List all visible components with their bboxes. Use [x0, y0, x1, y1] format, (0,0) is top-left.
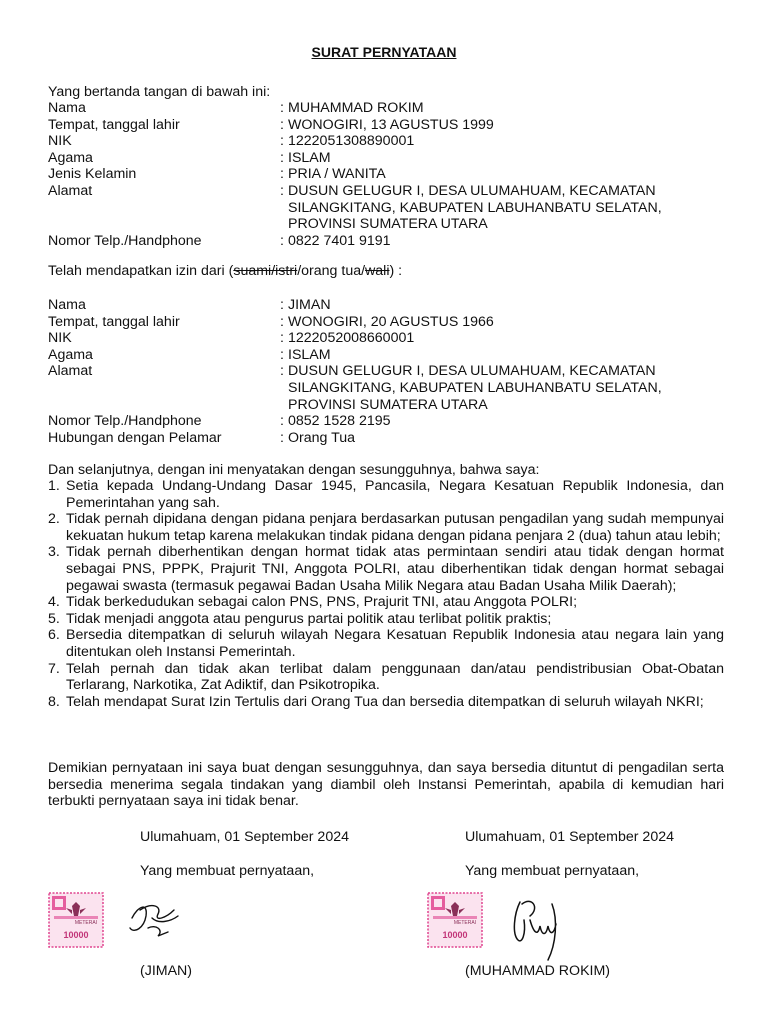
detail-label: Hubungan dengan Pelamar — [48, 429, 222, 446]
statement-item — [48, 611, 724, 628]
statement-item — [48, 627, 724, 660]
left-place-date: Ulumahuam, 01 September 2024 — [140, 829, 349, 845]
detail-row — [48, 133, 738, 150]
detail-label: Tempat, tanggal lahir — [48, 313, 180, 330]
guardian-details — [48, 297, 738, 446]
struck-option-guardian: wali — [365, 263, 390, 279]
detail-colon: : — [280, 346, 284, 363]
detail-value: PROVINSI SUMATERA UTARA — [288, 396, 488, 413]
detail-colon: : — [280, 232, 284, 249]
detail-colon: : — [280, 116, 284, 133]
left-role: Yang membuat pernyataan, — [140, 863, 315, 879]
statement-number: 2. — [48, 511, 60, 528]
detail-row — [48, 183, 738, 200]
statement-number: 5. — [48, 610, 60, 627]
detail-label — [48, 397, 280, 414]
statement-item — [48, 594, 724, 611]
detail-value: 0822 7401 9191 — [288, 232, 391, 249]
svg-text:METERAI: METERAI — [453, 920, 477, 926]
statement-list — [48, 478, 724, 710]
detail-colon: : — [280, 413, 284, 430]
detail-label: Nomor Telp./Handphone — [48, 232, 202, 249]
statement-intro: Dan selanjutnya, dengan ini menyatakan dengan sesungguhnya, bahwa saya: — [48, 462, 540, 478]
left-signatory-name: (JIMAN) — [140, 963, 193, 979]
right-role: Yang membuat pernyataan, — [465, 863, 640, 879]
detail-row — [48, 363, 738, 380]
struck-option-spouse: suami/istri — [233, 263, 298, 279]
detail-label: Alamat — [48, 182, 93, 199]
detail-row — [48, 314, 738, 331]
statement-number: 8. — [48, 693, 60, 710]
detail-colon: : — [280, 149, 284, 166]
detail-value: PRIA / WANITA — [288, 166, 386, 183]
right-stamp-duty-seal — [427, 892, 483, 948]
detail-row — [48, 233, 738, 250]
statement-number: 4. — [48, 594, 60, 611]
statement-text: Setia kepada Undang-Undang Dasar 1945, Pancasila, Negara Kesatuan Republik Indonesia, dan Pemerintahan yang sah. — [66, 478, 724, 511]
detail-colon — [280, 216, 288, 233]
statement-item — [48, 661, 724, 694]
detail-colon — [280, 200, 288, 217]
statement-text: Tidak pernah dipidana dengan pidana penjara berdasarkan putusan pengadilan yang sudah mempunyai kekuatan hukum tetap karena melakukan tindak pidana dengan pidana penjara 2 (dua) tahun atau lebih; — [66, 511, 724, 544]
detail-row — [48, 413, 738, 430]
statement-item — [48, 544, 724, 594]
detail-row — [48, 397, 738, 414]
detail-value: ISLAM — [288, 149, 331, 166]
document-title: SURAT PERNYATAAN — [311, 44, 457, 60]
statement-item — [48, 511, 724, 544]
detail-value: JIMAN — [288, 297, 331, 313]
detail-label: Alamat — [48, 363, 93, 380]
detail-row — [48, 430, 738, 447]
detail-label: Nama — [48, 100, 86, 116]
detail-row — [48, 200, 738, 217]
detail-colon: : — [280, 297, 284, 313]
detail-row — [48, 166, 738, 183]
detail-label: Tempat, tanggal lahir — [48, 116, 180, 133]
detail-colon: : — [280, 330, 284, 347]
statement-number: 1. — [48, 478, 60, 494]
left-stamp-duty-seal — [48, 892, 104, 948]
left-handwritten-signature — [118, 888, 198, 948]
statement-item — [48, 694, 724, 711]
detail-label: NIK — [48, 133, 72, 150]
detail-row — [48, 117, 738, 134]
detail-value: WONOGIRI, 13 AGUSTUS 1999 — [288, 116, 494, 133]
statement-text: Bersedia ditempatkan di seluruh wilayah Negara Kesatuan Republik Indonesia atau negara lain yang ditentukan oleh Instansi Pemerintah. — [66, 627, 724, 660]
detail-value: 0852 1528 2195 — [288, 413, 391, 430]
right-place-date: Ulumahuam, 01 September 2024 — [465, 829, 674, 845]
statement-text: Tidak pernah diberhentikan dengan hormat tidak atas permintaan sendiri atau tidak dengan hormat sebagai PNS, PPPK, Prajurit TNI, Anggota POLRI, atau diberhentikan tidak dengan hormat sebagai pegawai swasta (termasuk pegawai Badan Usaha Milik Negara atau Badan Usaha Milik Daerah); — [66, 544, 724, 594]
detail-colon — [280, 380, 288, 397]
detail-value: 1222051308890001 — [288, 133, 415, 150]
detail-label — [48, 200, 280, 217]
detail-row — [48, 297, 738, 314]
detail-value: WONOGIRI, 20 AGUSTUS 1966 — [288, 313, 494, 330]
right-handwritten-signature — [500, 890, 570, 966]
detail-value: ISLAM — [288, 346, 331, 363]
detail-colon: : — [280, 313, 284, 330]
statement-number: 6. — [48, 627, 60, 644]
closing-paragraph: Demikian pernyataan ini saya buat dengan sesungguhnya, dan saya bersedia dituntut di pengadilan serta bersedia menerima segala tindakan yang diambil oleh Instansi Pemerintah, apabila di kemudian hari terbukti pernyataan saya ini tidak benar. — [48, 760, 724, 810]
statement-text: Telah pernah dan tidak akan terlibat dalam penggunaan dan/atau pendistribusian Obat-Obatan Terlarang, Narkotika, Zat Adiktif, dan Psikotropika. — [66, 660, 724, 694]
detail-value: SILANGKITANG, KABUPATEN LABUHANBATU SELATAN, — [288, 379, 662, 396]
detail-label — [48, 380, 280, 397]
detail-row — [48, 100, 738, 117]
detail-value: 1222052008660001 — [288, 330, 415, 347]
detail-colon: : — [280, 429, 284, 446]
intro-text: Yang bertanda tangan di bawah ini: — [48, 84, 271, 100]
detail-row — [48, 347, 738, 364]
detail-value: PROVINSI SUMATERA UTARA — [288, 216, 488, 233]
statement-number: 7. — [48, 660, 60, 677]
detail-colon — [280, 397, 288, 414]
applicant-details — [48, 100, 738, 249]
detail-label: Jenis Kelamin — [48, 166, 137, 183]
detail-value: MUHAMMAD ROKIM — [288, 100, 424, 116]
right-signatory-name: (MUHAMMAD ROKIM) — [465, 963, 611, 979]
detail-colon: : — [280, 182, 284, 199]
detail-row — [48, 150, 738, 167]
svg-text:10000: 10000 — [442, 930, 468, 940]
svg-text:10000: 10000 — [63, 930, 89, 940]
statement-number: 3. — [48, 544, 60, 561]
detail-value: SILANGKITANG, KABUPATEN LABUHANBATU SELATAN, — [288, 199, 662, 216]
detail-row — [48, 380, 738, 397]
detail-label: Nama — [48, 297, 86, 313]
detail-colon: : — [280, 133, 284, 150]
statement-text: Tidak berkedudukan sebagai calon PNS, PNS, Prajurit TNI, atau Anggota POLRI; — [66, 594, 578, 611]
statement-item — [48, 478, 724, 511]
detail-label: Agama — [48, 346, 93, 363]
detail-label: Nomor Telp./Handphone — [48, 413, 202, 430]
detail-colon: : — [280, 100, 284, 116]
detail-value: DUSUN GELUGUR I, DESA ULUMAHUAM, KECAMATAN — [288, 363, 656, 380]
detail-value: DUSUN GELUGUR I, DESA ULUMAHUAM, KECAMATAN — [288, 182, 656, 199]
detail-label — [48, 216, 280, 233]
detail-label: NIK — [48, 330, 72, 347]
detail-value: Orang Tua — [288, 429, 356, 446]
permission-line: Telah mendapatkan izin dari (suami/istri/orang tua/wali) : — [48, 263, 403, 279]
detail-row — [48, 330, 738, 347]
svg-text:METERAI: METERAI — [74, 920, 98, 926]
statement-text: Tidak menjadi anggota atau pengurus partai politik atau terlibat politik praktis; — [66, 610, 552, 627]
detail-label: Agama — [48, 149, 93, 166]
statement-text: Telah mendapat Surat Izin Tertulis dari Orang Tua dan bersedia ditempatkan di seluruh wilayah NKRI; — [66, 693, 704, 710]
detail-colon: : — [280, 363, 284, 380]
detail-colon: : — [280, 166, 284, 183]
detail-row — [48, 216, 738, 233]
